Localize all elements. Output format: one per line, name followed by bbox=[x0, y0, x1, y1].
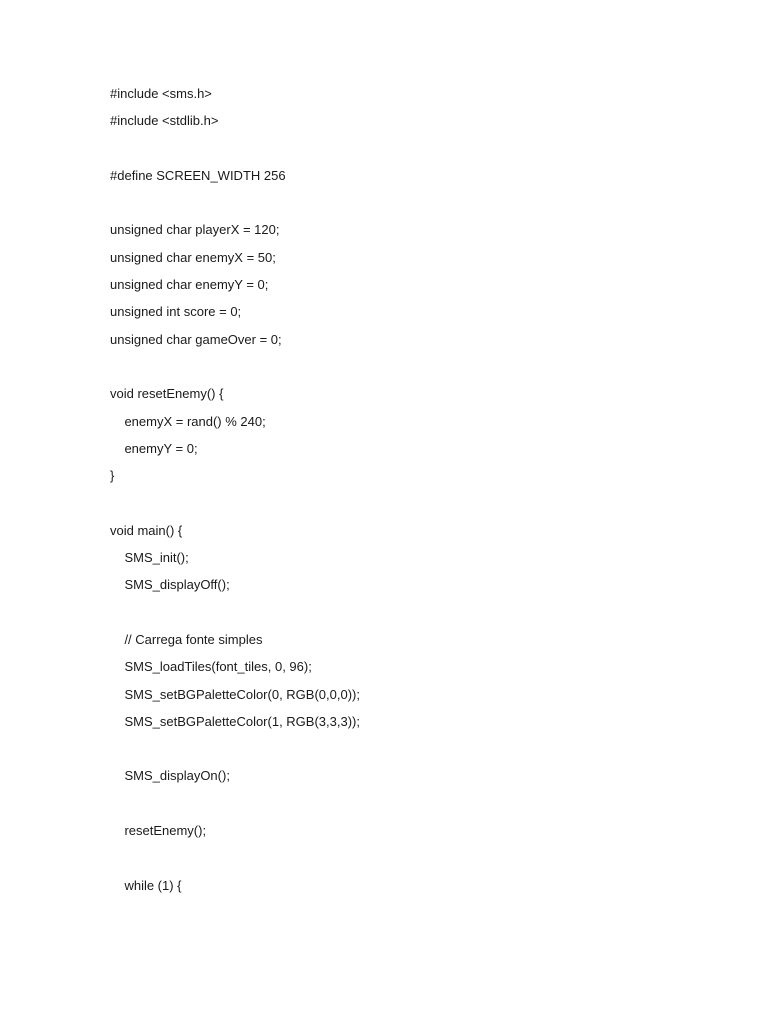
code-line: SMS_loadTiles(font_tiles, 0, 96); bbox=[110, 659, 312, 675]
code-line: unsigned int score = 0; bbox=[110, 304, 242, 320]
code-line: SMS_setBGPaletteColor(0, RGB(0,0,0)); bbox=[110, 686, 360, 702]
code-line: #define SCREEN_WIDTH 256 bbox=[110, 167, 286, 183]
code-line: } bbox=[110, 468, 115, 484]
code-line: unsigned char enemyY = 0; bbox=[110, 277, 269, 293]
blank-line bbox=[110, 602, 730, 629]
code-line: resetEnemy(); bbox=[110, 823, 207, 839]
code-line: void resetEnemy() { bbox=[110, 386, 224, 402]
code-line: enemyX = rand() % 240; bbox=[110, 413, 266, 429]
blank-line bbox=[110, 192, 730, 219]
code-line: #include <stdlib.h> bbox=[110, 113, 219, 129]
code-line: SMS_displayOn(); bbox=[110, 768, 230, 784]
code-comment-line: // Carrega fonte simples bbox=[110, 631, 263, 647]
blank-line bbox=[110, 793, 730, 820]
blank-line bbox=[110, 847, 730, 874]
code-line: unsigned char gameOver = 0; bbox=[110, 331, 282, 347]
code-line: SMS_displayOff(); bbox=[110, 577, 230, 593]
code-line: unsigned char playerX = 120; bbox=[110, 222, 280, 238]
code-line: #include <sms.h> bbox=[110, 86, 212, 101]
blank-line bbox=[110, 356, 730, 383]
code-line: SMS_init(); bbox=[110, 550, 189, 566]
code-line: while (1) { bbox=[110, 877, 182, 893]
blank-line bbox=[110, 738, 730, 765]
code-line: SMS_setBGPaletteColor(1, RGB(3,3,3)); bbox=[110, 713, 360, 729]
blank-line bbox=[110, 492, 730, 519]
code-body bbox=[110, 83, 730, 902]
code-line: enemyY = 0; bbox=[110, 440, 198, 456]
code-line: void main() { bbox=[110, 522, 183, 538]
code-line: unsigned char enemyX = 50; bbox=[110, 249, 276, 265]
blank-line bbox=[110, 138, 730, 165]
